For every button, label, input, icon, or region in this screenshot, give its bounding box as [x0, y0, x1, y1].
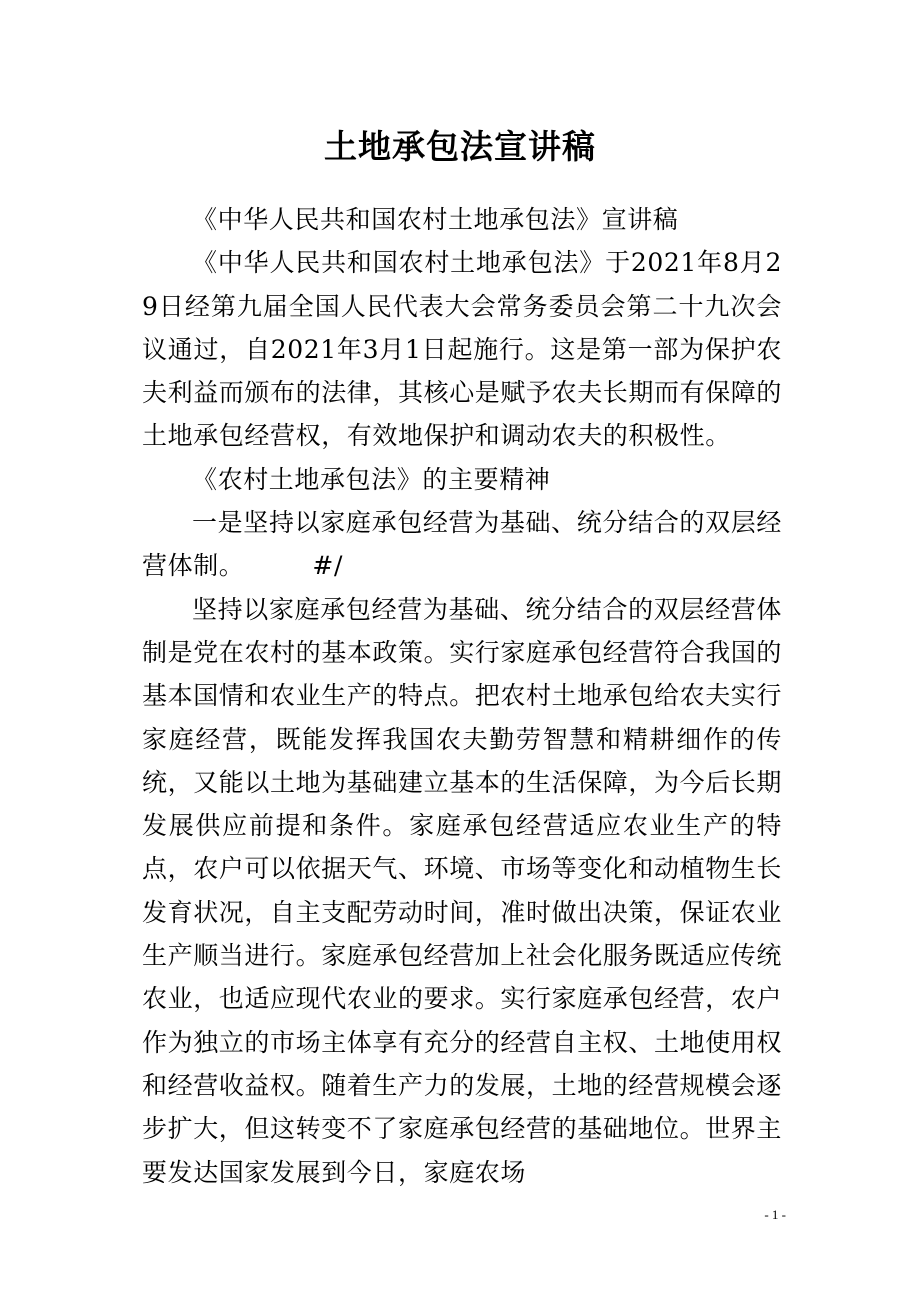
paragraph-body: 坚持以家庭承包经营为基础、统分结合的双层经营体制是党在农村的基本政策。实行家庭承包经营符合我国的基本国情和农业生产的特点。把农村土地承包给农夫实行家庭经营，既能发挥我国农夫勤劳智慧和精耕细作的传统，又能以土地为基础建立基本的生活保障，为今后长期发展供应前提和条件。家庭承包经营适应农业生产的特点，农户可以依据天气、环境、市场等变化和动植物生长发育状况，自主支配劳动时间，准时做出决策，保证农业生产顺当进行。家庭承包经营加上社会化服务既适应传统农业，也适应现代农业的要求。实行家庭承包经营，农户作为独立的市场主体享有充分的经营自主权、土地使用权和经营收益权。随着生产力的发展，土地的经营规模会逐步扩大，但这转变不了家庭承包经营的基础地位。世界主要发达国家发展到今日，家庭农场: [142, 594, 783, 1187]
paragraph-heading-2: 《农村土地承包法》的主要精神: [192, 464, 551, 494]
document-body: [142, 198, 782, 1194]
page-number: - 1 -: [764, 1207, 786, 1222]
paragraph-point-one: [142, 501, 782, 588]
point-one-text: 一是坚持以家庭承包经营为基础、统分结合的双层经营体制。: [142, 508, 782, 581]
document-title: 土地承包法宣讲稿: [324, 127, 596, 166]
paragraph-heading-1: 《中华人民共和国农村土地承包法》宣讲稿: [192, 205, 679, 234]
inline-mark: #/: [312, 551, 343, 581]
paragraph-intro: 《中华人民共和国农村土地承包法》于2021年8月29日经第九届全国人民代表大会常务委员会第二十九次会议通过，自2021年3月1日起施行。这是第一部为保护农夫利益而颁布的法律，其核心是赋予农夫长期而有保障的土地承包经营权，有效地保护和调动农夫的积极性。: [142, 248, 783, 451]
